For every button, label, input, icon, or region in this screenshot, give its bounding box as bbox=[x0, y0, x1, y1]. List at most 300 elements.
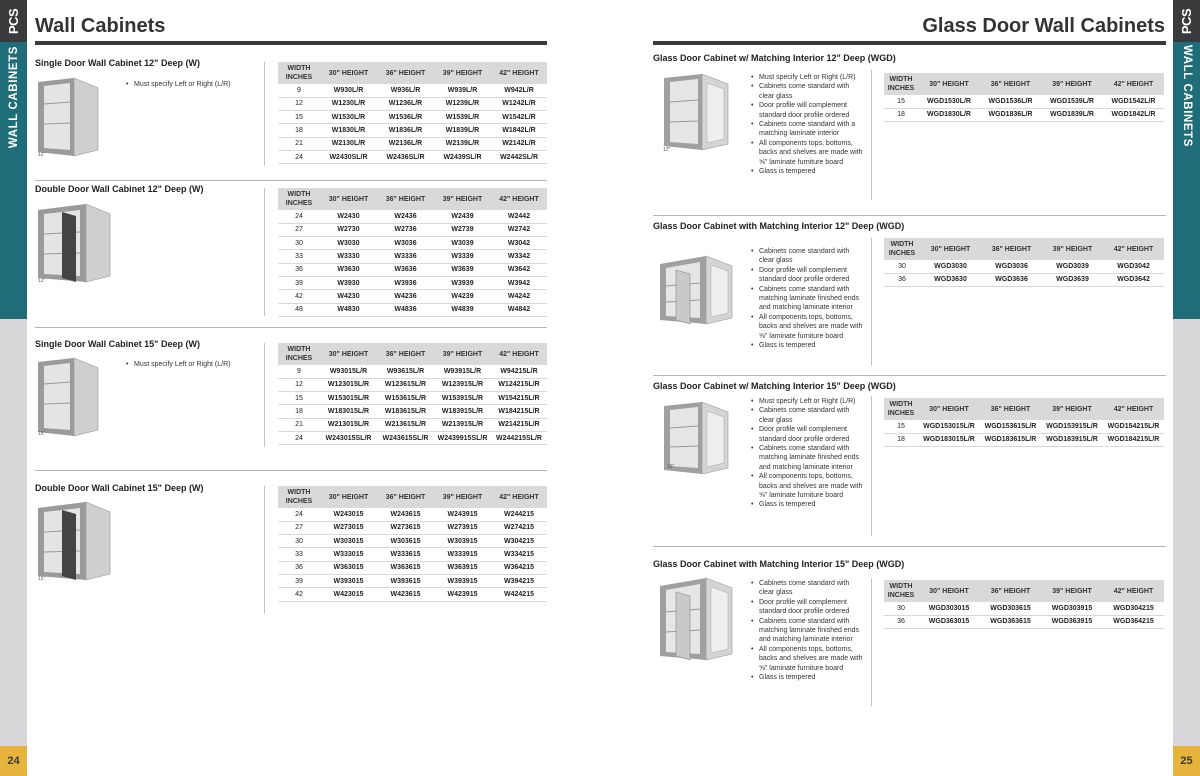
table-cell: W213615L/R bbox=[377, 418, 434, 431]
table-cell: W3630 bbox=[320, 263, 377, 276]
sidebar-grey-band bbox=[1173, 319, 1200, 746]
single-door-cabinet-illustration bbox=[36, 74, 106, 160]
table-cell: W3939 bbox=[434, 276, 491, 289]
column-header: 30" HEIGHT bbox=[920, 238, 981, 260]
column-header: 42" HEIGHT bbox=[491, 343, 547, 365]
table-cell: W1530L/R bbox=[320, 111, 377, 124]
note-item: • Cabinets come standard with clear glass bbox=[750, 247, 865, 266]
notes-list bbox=[125, 80, 260, 89]
table-cell: W2136L/R bbox=[377, 137, 434, 150]
table-cell: 36 bbox=[884, 615, 918, 628]
section-title: Single Door Wall Cabinet 12" Deep (W) bbox=[35, 58, 200, 68]
table-cell: 15 bbox=[884, 420, 918, 433]
table-cell: W936L/R bbox=[377, 84, 434, 97]
table-cell: W3336 bbox=[377, 250, 434, 263]
table-cell: WGD1830L/R bbox=[918, 108, 980, 121]
table-cell: WGD183615L/R bbox=[980, 433, 1041, 446]
table-cell: 12 bbox=[278, 97, 320, 110]
table-cell: 24 bbox=[278, 431, 320, 444]
column-header: 42" HEIGHT bbox=[1103, 73, 1164, 95]
table-cell: WGD364215 bbox=[1103, 615, 1164, 628]
table-cell: W1836L/R bbox=[377, 124, 434, 137]
table-cell: 18 bbox=[278, 405, 320, 418]
table-row bbox=[884, 615, 1164, 628]
table-cell: W183015L/R bbox=[320, 405, 377, 418]
table-cell: W2442 bbox=[491, 210, 547, 223]
table-row bbox=[278, 392, 547, 405]
table-row bbox=[278, 250, 547, 263]
table-cell: WGD1539L/R bbox=[1041, 95, 1103, 108]
sidebar-section-label: WALL CABINETS bbox=[1180, 44, 1193, 147]
table-row bbox=[278, 418, 547, 431]
table-row bbox=[278, 210, 547, 223]
table-cell: WGD363615 bbox=[980, 615, 1041, 628]
table-cell: W2436SL/R bbox=[377, 150, 434, 163]
table-row bbox=[278, 548, 547, 561]
table-row bbox=[278, 84, 547, 97]
column-header: WIDTH INCHES bbox=[278, 62, 320, 84]
table-cell: 15 bbox=[278, 392, 320, 405]
table-cell: W2742 bbox=[491, 223, 547, 236]
table-cell: WGD3030 bbox=[920, 260, 981, 273]
table-cell: WGD3636 bbox=[981, 273, 1042, 286]
divider bbox=[264, 62, 265, 166]
table-row bbox=[278, 431, 547, 444]
table-cell: 39 bbox=[278, 574, 320, 587]
glass-double-door-cabinet-illustration bbox=[656, 574, 738, 664]
column-header: 36" HEIGHT bbox=[377, 343, 434, 365]
notes-list bbox=[750, 73, 865, 176]
table-cell: WGD304215 bbox=[1103, 602, 1164, 615]
table-cell: 39 bbox=[278, 276, 320, 289]
table-cell: W3039 bbox=[434, 237, 491, 250]
pcs-logo: PCS bbox=[1173, 0, 1200, 42]
note-item: • Cabinets come standard with matching laminate finished ends and matching laminate interior bbox=[750, 617, 865, 645]
table-row bbox=[278, 237, 547, 250]
table-row bbox=[884, 273, 1164, 286]
table-cell: W1539L/R bbox=[434, 111, 491, 124]
column-header: 39" HEIGHT bbox=[1042, 238, 1103, 260]
table-cell: W333015 bbox=[320, 548, 377, 561]
table-cell: 30 bbox=[884, 602, 918, 615]
divider bbox=[264, 188, 265, 316]
table-cell: W2436 bbox=[377, 210, 434, 223]
table-cell: WGD3036 bbox=[981, 260, 1042, 273]
column-header: WIDTH INCHES bbox=[884, 580, 918, 602]
depth-label: 15" bbox=[38, 431, 46, 437]
table-cell: 9 bbox=[278, 84, 320, 97]
table-cell: W424215 bbox=[491, 588, 547, 601]
column-header: 36" HEIGHT bbox=[377, 486, 434, 508]
column-header: WIDTH INCHES bbox=[278, 343, 320, 365]
sidebar-grey-band bbox=[0, 319, 27, 746]
page-title: Wall Cabinets bbox=[35, 15, 166, 37]
table-cell: W274215 bbox=[491, 521, 547, 534]
table-row bbox=[278, 508, 547, 521]
table-cell: W303615 bbox=[377, 535, 434, 548]
table-cell: W93915L/R bbox=[434, 365, 491, 378]
notes-list bbox=[750, 247, 865, 350]
table-cell: WGD363915 bbox=[1041, 615, 1103, 628]
section-title: Glass Door Cabinet w/ Matching Interior 15" Deep (WGD) bbox=[653, 381, 896, 391]
table-cell: W363615 bbox=[377, 561, 434, 574]
table-row bbox=[278, 535, 547, 548]
table-row bbox=[278, 223, 547, 236]
note-item: • Door profile will complement standard door profile ordered bbox=[750, 425, 865, 444]
table-cell: W3639 bbox=[434, 263, 491, 276]
table-cell: WGD1839L/R bbox=[1041, 108, 1103, 121]
table-cell: W4230 bbox=[320, 290, 377, 303]
table-cell: WGD363015 bbox=[918, 615, 980, 628]
table-cell: W2439 bbox=[434, 210, 491, 223]
table-cell: W2442SL/R bbox=[491, 150, 547, 163]
table-cell: 18 bbox=[278, 124, 320, 137]
single-door-cabinet-illustration bbox=[36, 354, 106, 440]
table-cell: 30 bbox=[278, 237, 320, 250]
column-header: 36" HEIGHT bbox=[980, 398, 1041, 420]
table-cell: W2130L/R bbox=[320, 137, 377, 150]
left-sidebar bbox=[0, 0, 27, 776]
table-cell: WGD303015 bbox=[918, 602, 980, 615]
table-row bbox=[278, 378, 547, 391]
table-cell: WGD184215L/R bbox=[1103, 433, 1164, 446]
table-cell: W394215 bbox=[491, 574, 547, 587]
column-header: 42" HEIGHT bbox=[491, 188, 547, 210]
table-cell: W4836 bbox=[377, 303, 434, 316]
note-item: • Must specify Left or Right (L/R) bbox=[750, 73, 865, 82]
section-separator bbox=[653, 375, 1166, 376]
table-cell: W3036 bbox=[377, 237, 434, 250]
table-cell: W2739 bbox=[434, 223, 491, 236]
table-cell: W1842L/R bbox=[491, 124, 547, 137]
spec-table bbox=[278, 62, 547, 164]
table-cell: 24 bbox=[278, 210, 320, 223]
table-cell: W4839 bbox=[434, 303, 491, 316]
note-item: • Door profile will complement standard door profile ordered bbox=[750, 598, 865, 617]
table-cell: 27 bbox=[278, 223, 320, 236]
table-cell: W1230L/R bbox=[320, 97, 377, 110]
column-header: 30" HEIGHT bbox=[918, 398, 980, 420]
table-cell: W93615L/R bbox=[377, 365, 434, 378]
table-cell: W124215L/R bbox=[491, 378, 547, 391]
pcs-logo: PCS bbox=[0, 0, 27, 42]
note-item: • Glass is tempered bbox=[750, 167, 865, 176]
table-cell: W244215SL/R bbox=[491, 431, 547, 444]
column-header: 36" HEIGHT bbox=[377, 62, 434, 84]
table-cell: W930L/R bbox=[320, 84, 377, 97]
page-number: 24 bbox=[0, 746, 27, 776]
table-cell: W2439SL/R bbox=[434, 150, 491, 163]
table-cell: W153915L/R bbox=[434, 392, 491, 405]
table-cell: W213015L/R bbox=[320, 418, 377, 431]
table-cell: W243615SL/R bbox=[377, 431, 434, 444]
table-cell: W154215L/R bbox=[491, 392, 547, 405]
table-cell: W423015 bbox=[320, 588, 377, 601]
table-cell: W393915 bbox=[434, 574, 491, 587]
table-cell: WGD183915L/R bbox=[1041, 433, 1103, 446]
section-title: Glass Door Cabinet with Matching Interior 15" Deep (WGD) bbox=[653, 559, 905, 569]
double-door-cabinet-illustration bbox=[36, 498, 116, 586]
spec-table bbox=[884, 398, 1164, 447]
table-cell: 21 bbox=[278, 137, 320, 150]
table-cell: W1839L/R bbox=[434, 124, 491, 137]
note-item: • All components tops, bottoms, backs and shelves are made with ⅝" laminate furniture board bbox=[750, 472, 865, 500]
column-header: WIDTH INCHES bbox=[278, 486, 320, 508]
column-header: 39" HEIGHT bbox=[1041, 580, 1103, 602]
table-cell: W1236L/R bbox=[377, 97, 434, 110]
table-cell: W3342 bbox=[491, 250, 547, 263]
table-cell: W184215L/R bbox=[491, 405, 547, 418]
table-cell: W3642 bbox=[491, 263, 547, 276]
table-cell: W334215 bbox=[491, 548, 547, 561]
spec-table bbox=[884, 238, 1164, 287]
table-cell: W4842 bbox=[491, 303, 547, 316]
table-cell: 33 bbox=[278, 548, 320, 561]
table-cell: WGD3042 bbox=[1103, 260, 1164, 273]
table-cell: WGD153615L/R bbox=[980, 420, 1041, 433]
section-separator bbox=[653, 546, 1166, 547]
table-cell: W123015L/R bbox=[320, 378, 377, 391]
table-cell: W183615L/R bbox=[377, 405, 434, 418]
table-cell: W1239L/R bbox=[434, 97, 491, 110]
column-header: 42" HEIGHT bbox=[491, 486, 547, 508]
table-cell: W213915L/R bbox=[434, 418, 491, 431]
note-item: • Cabinets come standard with matching laminate finished ends and matching laminate interior bbox=[750, 444, 865, 472]
table-cell: WGD3642 bbox=[1103, 273, 1164, 286]
table-cell: WGD153015L/R bbox=[918, 420, 980, 433]
table-row bbox=[278, 290, 547, 303]
note-item: • Glass is tempered bbox=[750, 673, 865, 682]
table-row bbox=[278, 561, 547, 574]
table-cell: W243015SL/R bbox=[320, 431, 377, 444]
table-cell: W273615 bbox=[377, 521, 434, 534]
table-cell: W4242 bbox=[491, 290, 547, 303]
note-item: • Must specify Left or Right (L/R) bbox=[750, 397, 865, 406]
column-header: 30" HEIGHT bbox=[320, 188, 377, 210]
table-cell: 12 bbox=[278, 378, 320, 391]
table-cell: W94215L/R bbox=[491, 365, 547, 378]
table-cell: 27 bbox=[278, 521, 320, 534]
table-cell: 42 bbox=[278, 290, 320, 303]
table-cell: W423615 bbox=[377, 588, 434, 601]
table-cell: W939L/R bbox=[434, 84, 491, 97]
column-header: 30" HEIGHT bbox=[320, 62, 377, 84]
table-cell: W393015 bbox=[320, 574, 377, 587]
table-cell: W273915 bbox=[434, 521, 491, 534]
table-cell: W942L/R bbox=[491, 84, 547, 97]
table-cell: W333615 bbox=[377, 548, 434, 561]
table-cell: WGD1530L/R bbox=[918, 95, 980, 108]
divider bbox=[264, 343, 265, 447]
table-cell: WGD183015L/R bbox=[918, 433, 980, 446]
table-cell: WGD303615 bbox=[980, 602, 1041, 615]
table-cell: W123615L/R bbox=[377, 378, 434, 391]
note-item: • Must specify Left or Right (L/R) bbox=[125, 80, 260, 89]
column-header: 39" HEIGHT bbox=[434, 343, 491, 365]
table-cell: W3042 bbox=[491, 237, 547, 250]
title-rule bbox=[653, 41, 1166, 45]
section-separator bbox=[35, 470, 547, 471]
column-header: WIDTH INCHES bbox=[884, 398, 918, 420]
table-row bbox=[278, 150, 547, 163]
table-cell: W363015 bbox=[320, 561, 377, 574]
table-cell: W3930 bbox=[320, 276, 377, 289]
spec-table bbox=[278, 343, 547, 445]
note-item: • Door profile will complement standard door profile ordered bbox=[750, 266, 865, 285]
table-cell: W243915 bbox=[434, 508, 491, 521]
table-cell: 48 bbox=[278, 303, 320, 316]
note-item: • All components tops, bottoms, backs and shelves are made with ⅝" laminate furniture board bbox=[750, 645, 865, 673]
table-cell: W423915 bbox=[434, 588, 491, 601]
table-cell: WGD1542L/R bbox=[1103, 95, 1164, 108]
table-cell: 18 bbox=[884, 108, 918, 121]
divider bbox=[871, 70, 872, 200]
notes-list bbox=[125, 360, 260, 369]
table-row bbox=[278, 574, 547, 587]
table-cell: W273015 bbox=[320, 521, 377, 534]
table-cell: 33 bbox=[278, 250, 320, 263]
table-cell: WGD3630 bbox=[920, 273, 981, 286]
table-cell: W183915L/R bbox=[434, 405, 491, 418]
table-cell: W3339 bbox=[434, 250, 491, 263]
table-cell: W243615 bbox=[377, 508, 434, 521]
table-cell: W1542L/R bbox=[491, 111, 547, 124]
divider bbox=[871, 578, 872, 706]
depth-label: 12" bbox=[663, 147, 671, 153]
column-header: 42" HEIGHT bbox=[491, 62, 547, 84]
table-cell: W4239 bbox=[434, 290, 491, 303]
spec-table bbox=[278, 188, 547, 317]
table-cell: W153015L/R bbox=[320, 392, 377, 405]
table-cell: WGD1536L/R bbox=[980, 95, 1041, 108]
table-row bbox=[884, 260, 1164, 273]
table-cell: WGD3039 bbox=[1042, 260, 1103, 273]
note-item: • Cabinets come standard with clear glass bbox=[750, 82, 865, 101]
table-cell: W4236 bbox=[377, 290, 434, 303]
column-header: 30" HEIGHT bbox=[918, 580, 980, 602]
table-cell: W4830 bbox=[320, 303, 377, 316]
table-cell: W3636 bbox=[377, 263, 434, 276]
table-cell: 15 bbox=[884, 95, 918, 108]
table-cell: WGD1836L/R bbox=[980, 108, 1041, 121]
table-row bbox=[278, 137, 547, 150]
table-cell: W1242L/R bbox=[491, 97, 547, 110]
table-cell: W393615 bbox=[377, 574, 434, 587]
divider bbox=[264, 486, 265, 614]
table-cell: WGD153915L/R bbox=[1041, 420, 1103, 433]
double-door-cabinet-illustration bbox=[36, 200, 116, 288]
table-cell: 36 bbox=[278, 263, 320, 276]
table-cell: W123915L/R bbox=[434, 378, 491, 391]
table-cell: W2439915SL/R bbox=[434, 431, 491, 444]
table-cell: W244215 bbox=[491, 508, 547, 521]
table-row bbox=[884, 420, 1164, 433]
table-cell: W214215L/R bbox=[491, 418, 547, 431]
table-cell: 42 bbox=[278, 588, 320, 601]
table-cell: 30 bbox=[278, 535, 320, 548]
table-row bbox=[884, 95, 1164, 108]
column-header: WIDTH INCHES bbox=[884, 238, 920, 260]
depth-label: 15" bbox=[667, 464, 675, 470]
table-cell: W3936 bbox=[377, 276, 434, 289]
spec-table bbox=[278, 486, 547, 602]
section-separator bbox=[35, 327, 547, 328]
table-cell: W2736 bbox=[377, 223, 434, 236]
title-rule bbox=[35, 41, 547, 45]
column-header: 39" HEIGHT bbox=[434, 62, 491, 84]
table-cell: 36 bbox=[278, 561, 320, 574]
column-header: 39" HEIGHT bbox=[434, 486, 491, 508]
table-cell: 18 bbox=[884, 433, 918, 446]
column-header: 36" HEIGHT bbox=[980, 580, 1041, 602]
table-cell: 24 bbox=[278, 150, 320, 163]
table-cell: WGD3639 bbox=[1042, 273, 1103, 286]
note-item: • Must specify Left or Right (L/R) bbox=[125, 360, 260, 369]
table-row bbox=[884, 108, 1164, 121]
table-cell: W93015L/R bbox=[320, 365, 377, 378]
column-header: 30" HEIGHT bbox=[918, 73, 980, 95]
table-cell: WGD303915 bbox=[1041, 602, 1103, 615]
table-cell: W3942 bbox=[491, 276, 547, 289]
depth-label: 12" bbox=[38, 152, 46, 158]
glass-door-cabinet-illustration bbox=[660, 70, 736, 154]
note-item: • Glass is tempered bbox=[750, 341, 865, 350]
table-cell: W2139L/R bbox=[434, 137, 491, 150]
note-item: • All components tops, bottoms, backs and shelves are made with ⅝" laminate furniture board bbox=[750, 139, 865, 167]
table-row bbox=[884, 602, 1164, 615]
table-row bbox=[278, 111, 547, 124]
column-header: 42" HEIGHT bbox=[1103, 580, 1164, 602]
table-row bbox=[278, 303, 547, 316]
spec-table bbox=[884, 580, 1164, 629]
section-separator bbox=[653, 215, 1166, 216]
table-row bbox=[278, 124, 547, 137]
column-header: 39" HEIGHT bbox=[1041, 398, 1103, 420]
divider bbox=[871, 396, 872, 536]
notes-list bbox=[750, 397, 865, 510]
note-item: • Cabinets come standard with clear glass bbox=[750, 406, 865, 425]
depth-label: 12" bbox=[38, 278, 46, 284]
table-row bbox=[278, 97, 547, 110]
table-cell: W2430SL/R bbox=[320, 150, 377, 163]
note-item: • Glass is tempered bbox=[750, 500, 865, 509]
table-cell: 36 bbox=[884, 273, 920, 286]
column-header: 30" HEIGHT bbox=[320, 343, 377, 365]
note-item: • Cabinets come standard with matching laminate finished ends and matching laminate interior bbox=[750, 285, 865, 313]
table-row bbox=[278, 521, 547, 534]
table-cell: W1830L/R bbox=[320, 124, 377, 137]
notes-list bbox=[750, 579, 865, 682]
note-item: • Cabinets come standard with clear glass bbox=[750, 579, 865, 598]
table-cell: W363915 bbox=[434, 561, 491, 574]
table-cell: W364215 bbox=[491, 561, 547, 574]
column-header: WIDTH INCHES bbox=[884, 73, 918, 95]
section-title: Glass Door Cabinet with Matching Interior 12" Deep (WGD) bbox=[653, 221, 905, 231]
glass-double-door-cabinet-illustration bbox=[656, 252, 738, 328]
table-row bbox=[884, 433, 1164, 446]
table-cell: W2430 bbox=[320, 210, 377, 223]
table-cell: W243015 bbox=[320, 508, 377, 521]
table-cell: W303915 bbox=[434, 535, 491, 548]
note-item: • Cabinets come standard with a matching laminate interior bbox=[750, 120, 865, 139]
table-cell: 24 bbox=[278, 508, 320, 521]
table-cell: 15 bbox=[278, 111, 320, 124]
column-header: 36" HEIGHT bbox=[981, 238, 1042, 260]
table-cell: 30 bbox=[884, 260, 920, 273]
column-header: 39" HEIGHT bbox=[1041, 73, 1103, 95]
sidebar-section-label: WALL CABINETS bbox=[7, 45, 20, 149]
table-cell: W2142L/R bbox=[491, 137, 547, 150]
